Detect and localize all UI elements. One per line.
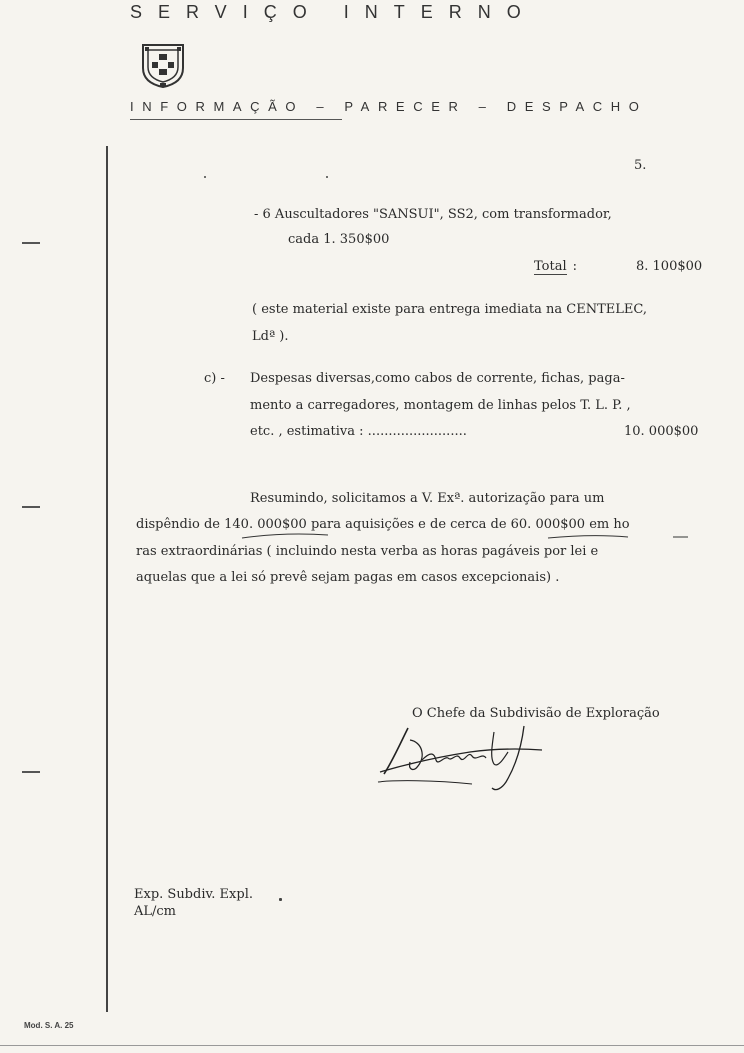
reference-line: Exp. Subdiv. Expl. [134,887,253,902]
summary-line: dispêndio de 140. 000$00 para aquisições e de cerca de 60. 000$00 em ho [136,517,630,532]
paper-speck [279,898,282,901]
subtitle-underline [130,119,342,120]
summary-line: Resumindo, solicitamos a V. Exª. autorização para um [250,491,605,506]
margin-line [106,146,108,1012]
total-colon: : [572,259,578,274]
margin-tick [22,506,40,508]
item-c-line: mento a carregadores, montagem de linhas pelos T. L. P. , [250,398,631,413]
margin-tick [22,242,40,244]
note-line: Ldª ). [252,329,289,344]
item-line: - 6 Auscultadores "SANSUI", SS2, com transformador, [254,207,612,222]
total-label: Total [534,259,567,274]
form-code: Mod. S. A. 25 [24,1021,74,1030]
item-c-line: etc. , estimativa : ........................ [250,424,467,439]
item-c-line: Despesas diversas,como cabos de corrente, fichas, paga- [250,371,625,386]
note-line: ( este material existe para entrega imediata na CENTELEC, [252,302,647,317]
handwritten-signature [374,722,554,802]
item-line: cada 1. 350$00 [288,232,390,247]
margin-tick [22,771,40,773]
item-c-value: 10. 000$00 [624,424,699,439]
total-value: 8. 100$00 [636,259,703,274]
item-c-marker: c) - [204,371,225,386]
handwritten-underlines [230,530,700,544]
summary-line: aquelas que a lei só prevê sejam pagas em casos excepcionais) . [136,570,560,585]
coat-of-arms-icon [140,42,186,88]
paper-speck [326,176,328,178]
reference-line: AL/cm [134,904,177,919]
header-subtitle: INFORMAÇÃO – PARECER – DESPACHO [130,99,648,114]
page-bottom-edge [0,1045,744,1046]
signatory-title: O Chefe da Subdivisão de Exploração [412,706,660,721]
page-number: 5. [634,158,647,173]
summary-line: ras extraordinárias ( incluindo nesta verba as horas pagáveis por lei e [136,544,599,559]
header-title: SERVIÇO INTERNO [130,2,537,22]
paper-speck [204,176,206,178]
